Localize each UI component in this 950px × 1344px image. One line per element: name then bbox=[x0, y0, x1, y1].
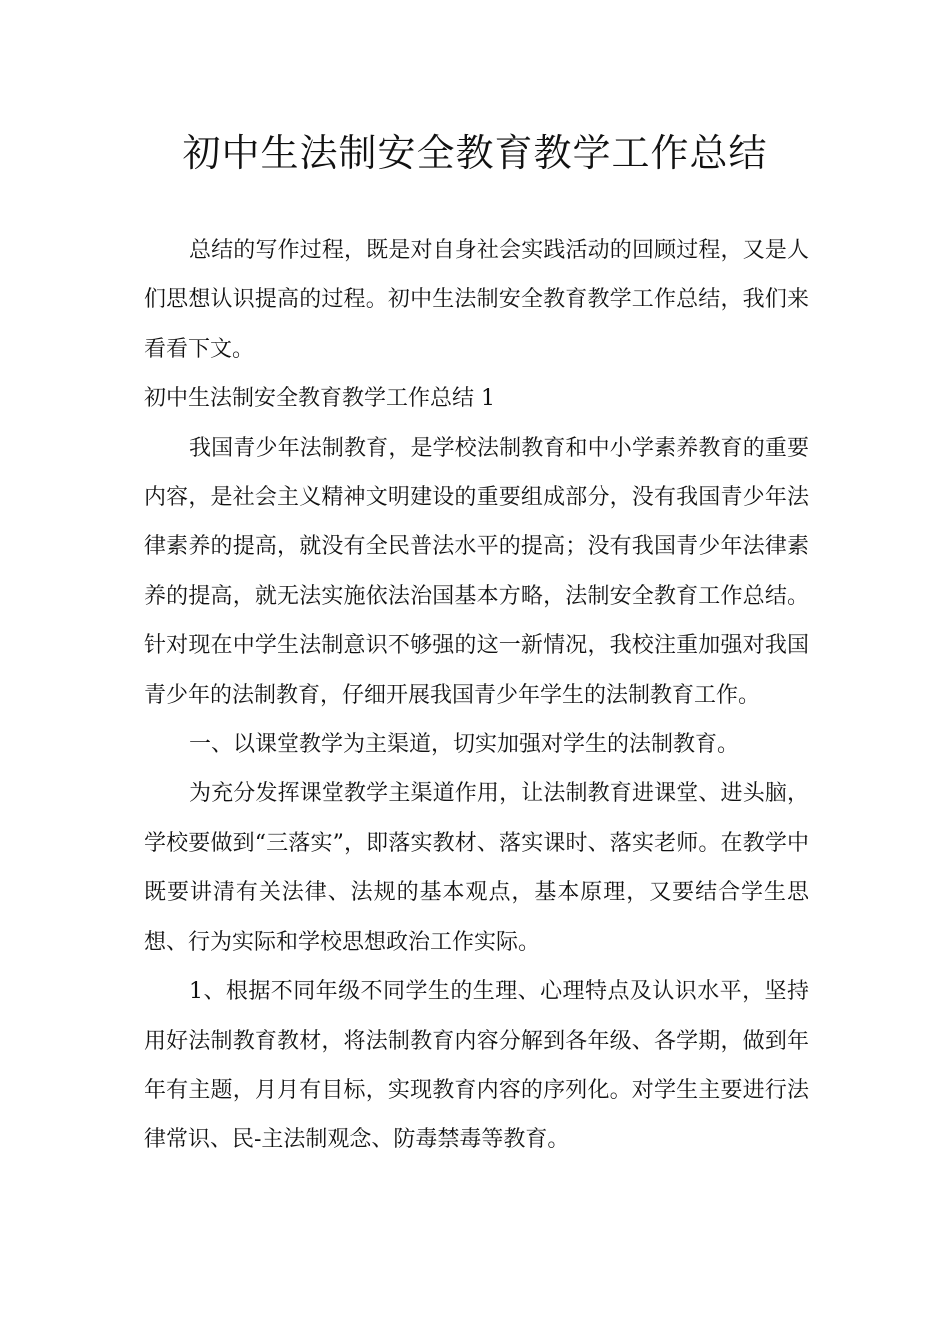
section-heading: 初中生法制安全教育教学工作总结 1 bbox=[144, 386, 495, 412]
paragraph-intro: 总结的写作过程，既是对自身社会实践活动的回顾过程，又是人们思想认识提高的过程。初中生法制安全教育教学工作总结，我们来看看下文。 bbox=[144, 238, 809, 362]
document-body bbox=[144, 226, 809, 1165]
paragraph: 为充分发挥课堂教学主渠道作用，让法制教育进课堂、进头脑，学校要做到“三落实”，即落实教材、落实课时、落实老师。在教学中既要讲清有关法律、法规的基本观点，基本原理，又要结合学生思想、行为实际和学校思想政治工作实际。 bbox=[144, 781, 809, 955]
paragraph: 1、根据不同年级不同学生的生理、心理特点及认识水平，坚持用好法制教育教材，将法制教育内容分解到各年级、各学期，做到年年有主题，月月有目标，实现教育内容的序列化。对学生主要进行法律常识、民-主法制观念、防毒禁毒等教育。 bbox=[144, 979, 809, 1153]
document-title: 初中生法制安全教育教学工作总结 bbox=[182, 131, 768, 175]
paragraph-subheading: 一、以课堂教学为主渠道，切实加强对学生的法制教育。 bbox=[189, 732, 740, 758]
paragraph: 我国青少年法制教育，是学校法制教育和中小学素养教育的重要内容，是社会主义精神文明建设的重要组成部分，没有我国青少年法律素养的提高，就没有全民普法水平的提高；没有我国青少年法律素养的提高，就无法实施依法治国基本方略，法制安全教育工作总结。针对现在中学生法制意识不够强的这一新情况，我校注重加强对我国青少年的法制教育，仔细开展我国青少年学生的法制教育工作。 bbox=[144, 435, 809, 708]
